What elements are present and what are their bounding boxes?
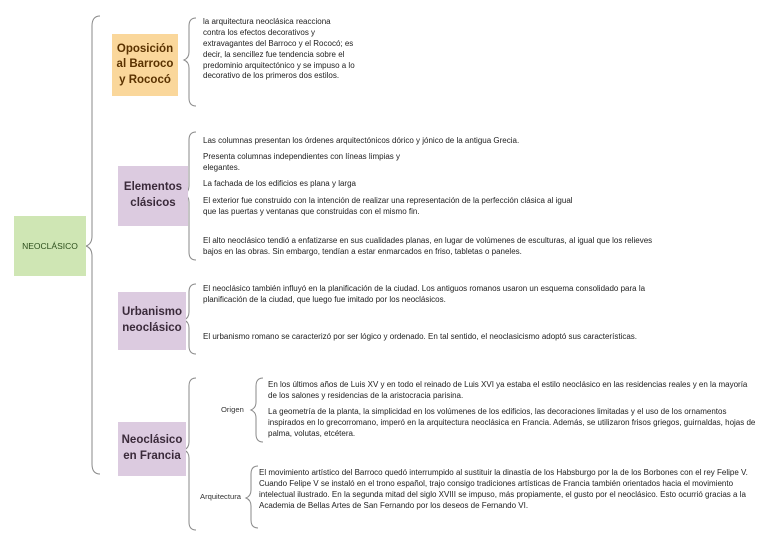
root-node [14,216,86,276]
elementos-text-5: El alto neoclásico tendió a enfatizarse en sus cualidades planas, en lugar de volúmenes de esculturas, al igual que los relieves bajos en las obras. Sin embargo, tendían a estar enmarcados en friso, tabletas o paneles. [203,236,653,256]
branch-urbanismo-label: Urbanismo neoclásico [121,306,183,334]
elementos-text-3: La fachada de los edificios es plana y larga [203,179,356,188]
origen-bracket [251,378,263,442]
elementos-text-1: Las columnas presentan los órdenes arquitectónicos dórico y jónico de la antigua Grecia. [203,136,520,145]
urbanismo-text-1: El neoclásico también influyó en la planificación de la ciudad. Los antiguos romanos usaron un esquema consolidado para la planificación de la ciudad, que luego fue imitado por los neoclásicos. [203,284,646,304]
arquitectura-text-1: El movimiento artístico del Barroco quedó interrumpido al sustituir la dinastía de los Habsburgo por la de los Borbones con el rey Felipe V. Cuando Felipe V se instaló en el trono español, trajo consigo tradiciones artísticas de Francia también orientados hacia el movimiento intelectual ilustrado. En la segunda mitad del siglo XVIII se impuso, más propiamente, el gusto por el neoclásico. Esto ocurrió gracias a la Academia de Bellas Artes de San Fernando por los deseos de Fernando VI. [259,468,748,510]
arquitectura-label: Arquitectura [200,492,241,501]
branch-urbanismo [118,292,186,350]
main-bracket [86,16,100,474]
origen-text-1: En los últimos años de Luis XV y en todo el reinado de Luis XVI ya estaba el estilo neoclásico en las residencias reales y en la mayoría de los salones y residencias de la aristocracia parisina. [268,380,748,400]
branch-oposicion-label: Oposición al Barroco y Rococó [116,42,174,86]
branch-elementos-label: Elementos clásicos [123,181,183,209]
branch-oposicion [112,34,178,96]
oposicion-bracket [184,18,196,106]
urbanismo-text-2: El urbanismo romano se caracterizó por ser lógico y ordenado. En tal sentido, el neoclasicismo adoptó sus características. [203,332,637,341]
root-label: NEOCLÁSICO [22,241,78,251]
elementos-text-2: Presenta columnas independientes con líneas limpias y elegantes. [203,152,401,172]
arquitectura-bracket [246,466,258,528]
branch-francia-label: Neoclásico en Francia [121,434,183,462]
branch-francia [118,422,186,476]
oposicion-text-1: la arquitectura neoclásica reacciona contra los efectos decorativos y extravagantes del Barroco y el Rococó; es decir, la sencillez fue tendencia sobre el predominio arquitectónico y se impuso a lo decorativo de los primeros dos estilos. [203,17,355,81]
origen-label: Origen [221,405,244,414]
elementos-text-4: El exterior fue construido con la intención de realizar una representación de la perfección clásica al igual que las puertas y ventanas que construidas con el mismo fin. [203,196,573,216]
origen-text-2: La geometría de la planta, la simplicidad en los volúmenes de los edificios, las decoraciones limitadas y el uso de los ornamentos inspirados en lo grecorromano, imperó en la arquitectura neoclásica en Francia. Además, se utilizaron frisos griegos, guirnaldas, hojas de palma, volutas, etcétera. [268,407,756,438]
branch-elementos [118,166,188,226]
